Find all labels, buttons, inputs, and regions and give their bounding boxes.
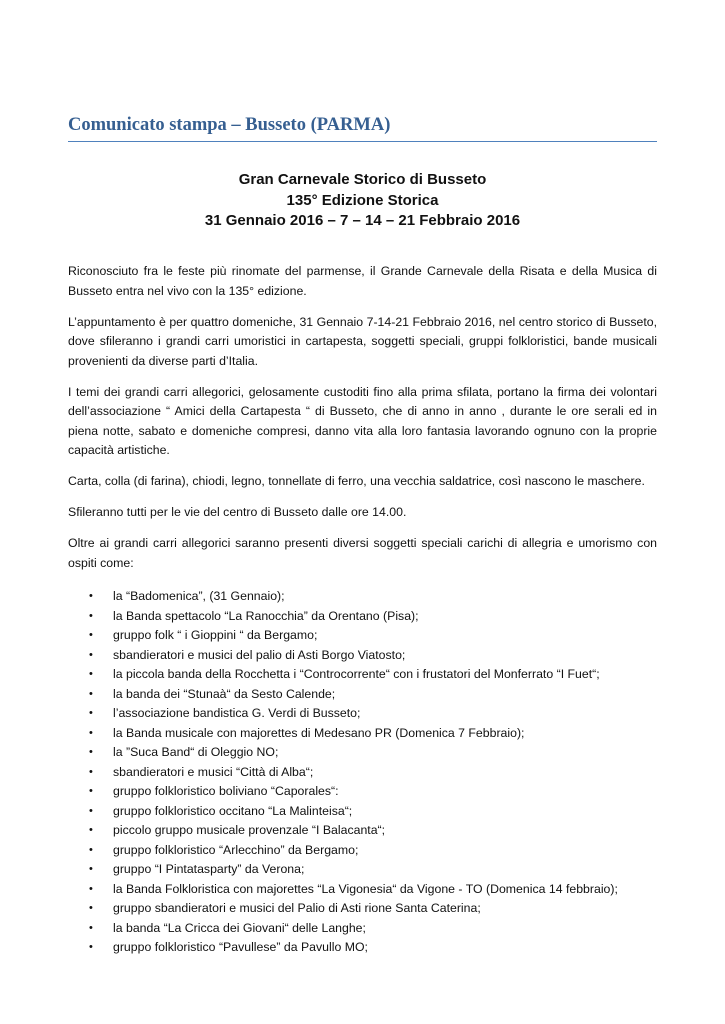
list-item-text: sbandieratori e musici del palio di Asti Borgo Viatosto;	[113, 647, 406, 662]
list-item	[68, 899, 657, 919]
bullet-icon: •	[89, 668, 93, 680]
list-item	[68, 782, 657, 802]
bullet-icon: •	[89, 687, 93, 700]
header-rule	[68, 141, 657, 142]
list-item-text: gruppo folk “ i Gioppini “ da Bergamo;	[113, 628, 318, 642]
list-item	[68, 802, 657, 822]
event-title-block	[68, 170, 657, 232]
bullet-icon: •	[89, 882, 93, 895]
document-header	[68, 113, 657, 142]
list-item-text: sbandieratori e musici “Città di Alba“;	[113, 764, 314, 779]
bullet-icon: •	[89, 941, 93, 953]
list-item	[68, 587, 657, 607]
list-item-text: la Banda spettacolo “La Ranocchia” da Orentano (Pisa);	[113, 608, 419, 623]
list-item-text: la ”Suca Band“ di Oleggio NO;	[113, 745, 279, 759]
header-title: Comunicato stampa – Busseto (PARMA)	[68, 115, 391, 135]
bullet-icon: •	[89, 785, 93, 797]
list-item	[68, 626, 657, 646]
list-item	[68, 860, 657, 880]
list-item-text: gruppo folkloristico “Pavullese” da Pavullo MO;	[113, 940, 368, 954]
bullet-icon: •	[89, 824, 93, 836]
paragraph: Sfileranno tutti per le vie del centro di Busseto dalle ore 14.00.	[68, 505, 407, 519]
document-body	[68, 262, 657, 958]
paragraph: Riconosciuto fra le feste più rinomate del parmense, il Grande Carnevale della Risata e della Musica di Busseto entra nel vivo con la 135° edizione.	[68, 264, 657, 298]
list-item-text: la “Badomenica”, (31 Gennaio);	[113, 589, 285, 603]
list-item	[68, 665, 657, 685]
list-item-text: gruppo sbandieratori e musici del Palio di Asti rione Santa Caterina;	[113, 901, 481, 915]
paragraph: L’appuntamento è per quattro domeniche, 31 Gennaio 7-14-21 Febbraio 2016, nel centro storico di Busseto, dove sfileranno i grandi carri umoristici in cartapesta, soggetti speciali, gruppi folkloristici, bande musicali provenienti da diverse parti d’Italia.	[68, 314, 657, 368]
bullet-icon: •	[89, 804, 93, 817]
event-dates: 31 Gennaio 2016 – 7 – 14 – 21 Febbraio 2016	[204, 212, 521, 229]
list-item	[68, 704, 657, 724]
list-item-text: l’associazione bandistica G. Verdi di Busseto;	[113, 706, 361, 720]
list-item-text: gruppo folkloristico occitano “La Malinteisa“;	[113, 803, 353, 818]
list-item-text: la banda “La Cricca dei Giovani“ delle Langhe;	[113, 920, 366, 935]
list-item	[68, 646, 657, 666]
list-item	[68, 763, 657, 783]
bullet-icon: •	[89, 648, 93, 661]
list-item-text: piccolo gruppo musicale provenzale “I Balacanta“;	[113, 823, 386, 837]
bullet-icon: •	[89, 863, 93, 875]
list-item-text: la banda dei “Stunaà“ da Sesto Calende;	[113, 686, 336, 701]
bullet-icon: •	[89, 609, 93, 622]
list-item	[68, 821, 657, 841]
list-item-text: la Banda musicale con majorettes di Medesano PR (Domenica 7 Febbraio);	[113, 725, 525, 740]
list-item-text: gruppo folkloristico “Arlecchino” da Bergamo;	[113, 842, 359, 857]
list-item-text: la piccola banda della Rocchetta i “Controcorrente“ con i frustatori del Monferrato “I Fuet“;	[113, 667, 600, 681]
bullet-icon: •	[89, 726, 93, 739]
bullet-icon: •	[89, 707, 93, 719]
bullet-icon: •	[89, 629, 93, 641]
bullet-icon: •	[89, 746, 93, 758]
bullet-icon: •	[89, 590, 93, 602]
list-item	[68, 607, 657, 627]
guest-list	[68, 587, 657, 958]
list-item-text: gruppo “I Pintatasparty” da Verona;	[113, 862, 305, 876]
bullet-icon: •	[89, 902, 93, 914]
bullet-icon: •	[89, 921, 93, 934]
event-title: Gran Carnevale Storico di Busseto	[238, 171, 487, 188]
bullet-icon: •	[89, 843, 93, 856]
list-item	[68, 685, 657, 705]
edition-title: 135° Edizione Storica	[286, 191, 439, 209]
paragraph: Oltre ai grandi carri allegorici saranno presenti diversi soggetti speciali carichi di allegria e umorismo con ospiti come:	[68, 536, 657, 570]
paragraph: I temi dei grandi carri allegorici, gelosamente custoditi fino alla prima sfilata, portano la firma dei volontari dell’associazione “ Amici della Cartapesta “ di Busseto, che di anno in anno , durante le ore serali ed in piena notte, sabato e domeniche compresi, danno vita alla loro fantasia lavorando ognuno con la proprie capacità artistiche.	[68, 384, 657, 457]
list-item-text: gruppo folkloristico boliviano “Caporales“:	[113, 784, 339, 798]
paragraph: Carta, colla (di farina), chiodi, legno, tonnellate di ferro, una vecchia saldatrice, così nascono le maschere.	[68, 474, 645, 488]
list-item-text: la Banda Folkloristica con majorettes “La Vigonesia“ da Vigone - TO (Domenica 14 febbraio);	[113, 881, 618, 896]
list-item	[68, 841, 657, 861]
list-item	[68, 919, 657, 939]
list-item	[68, 724, 657, 744]
list-item	[68, 743, 657, 763]
bullet-icon: •	[89, 765, 93, 778]
list-item	[68, 880, 657, 900]
list-item	[68, 938, 657, 958]
